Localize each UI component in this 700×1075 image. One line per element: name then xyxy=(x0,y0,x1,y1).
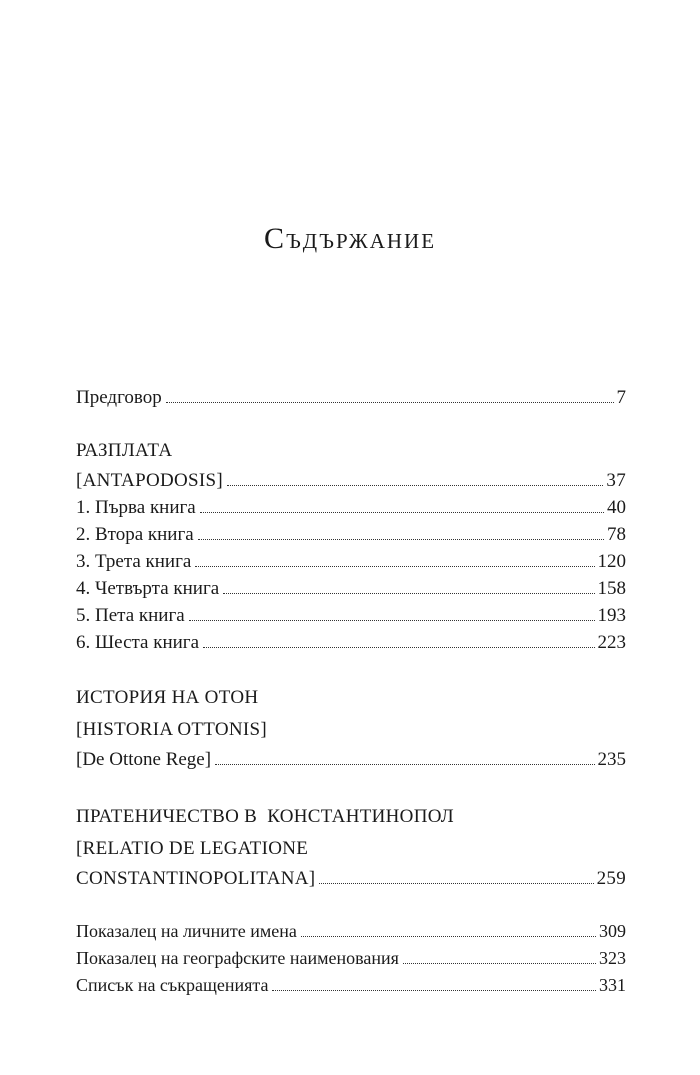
dot-leader xyxy=(272,990,596,991)
dot-leader xyxy=(195,566,594,567)
toc-entry-label: Списък на съкращенията xyxy=(76,975,269,995)
section-heading-historia: ИСТОРИЯ НА ОТОН xyxy=(76,687,259,708)
dot-leader xyxy=(223,593,594,594)
page-title: Съдържание xyxy=(263,222,437,255)
toc-entry-page: 193 xyxy=(597,605,626,626)
toc-entry-page: 7 xyxy=(616,387,626,408)
dot-leader xyxy=(227,485,603,486)
toc-entry-book-3 xyxy=(76,548,626,575)
toc-entry-preface xyxy=(76,384,626,411)
toc-entry-label: 6. Шеста книга xyxy=(76,632,200,653)
toc-entry-label: 3. Трета книга xyxy=(76,551,192,572)
toc-entry-relatio xyxy=(76,865,626,892)
toc-entry-page: 40 xyxy=(607,497,626,518)
toc-entry-page: 78 xyxy=(607,524,626,545)
dot-leader xyxy=(166,402,614,403)
toc-entry-page: 223 xyxy=(597,632,626,653)
dot-leader xyxy=(203,647,594,648)
toc-entry-index-places xyxy=(76,945,626,972)
toc-entry-label: 2. Втора книга xyxy=(76,524,194,545)
section-heading-antapodosis: РАЗПЛАТА xyxy=(76,440,173,461)
toc-entry-label: 5. Пета книга xyxy=(76,605,185,626)
toc-entry-label: Показалец на географските наименования xyxy=(76,948,399,968)
toc-entry-de-ottone-rege xyxy=(76,746,626,773)
toc-entry-label: [De Ottone Rege] xyxy=(76,749,212,770)
dot-leader xyxy=(189,620,595,621)
section-latin-historia: [HISTORIA OTTONIS] xyxy=(76,719,268,740)
toc-entry-book-6 xyxy=(76,629,626,656)
toc-entry-book-4 xyxy=(76,575,626,602)
toc-entry-index-names xyxy=(76,918,626,945)
toc-entry-book-5 xyxy=(76,602,626,629)
toc-entry-page: 37 xyxy=(606,470,626,491)
dot-leader xyxy=(403,963,596,964)
dot-leader xyxy=(200,512,604,513)
toc-entry-book-2 xyxy=(76,521,626,548)
toc-entry-page: 235 xyxy=(597,749,626,770)
toc-entry-page: 323 xyxy=(599,948,626,968)
toc-entry-page: 309 xyxy=(599,921,626,941)
dot-leader xyxy=(301,936,596,937)
toc-entry-label: Показалец на личните имена xyxy=(76,921,297,941)
dot-leader xyxy=(215,764,594,765)
toc-entry-label: 1. Първа книга xyxy=(76,497,196,518)
toc-entry-label: CONSTANTINOPOLITANA] xyxy=(76,868,316,889)
section-heading-relatio: ПРАТЕНИЧЕСТВО В КОНСТАНТИНОПОЛ xyxy=(76,806,454,827)
toc-entry-antapodosis-latin xyxy=(76,467,626,494)
toc-entry-page: 158 xyxy=(597,578,626,599)
toc-entry-label: Предговор xyxy=(76,387,162,408)
dot-leader xyxy=(319,883,593,884)
toc-entry-page: 331 xyxy=(599,975,626,995)
dot-leader xyxy=(198,539,604,540)
table-of-contents xyxy=(76,384,626,999)
toc-entry-book-1 xyxy=(76,494,626,521)
toc-entry-abbreviations xyxy=(76,972,626,999)
toc-entry-label: [ANTAPODOSIS] xyxy=(76,470,223,491)
toc-entry-label: 4. Четвърта книга xyxy=(76,578,220,599)
toc-entry-page: 120 xyxy=(597,551,626,572)
toc-entry-page: 259 xyxy=(596,868,626,889)
section-latin-relatio-line1: [RELATIO DE LEGATIONE xyxy=(76,838,309,859)
